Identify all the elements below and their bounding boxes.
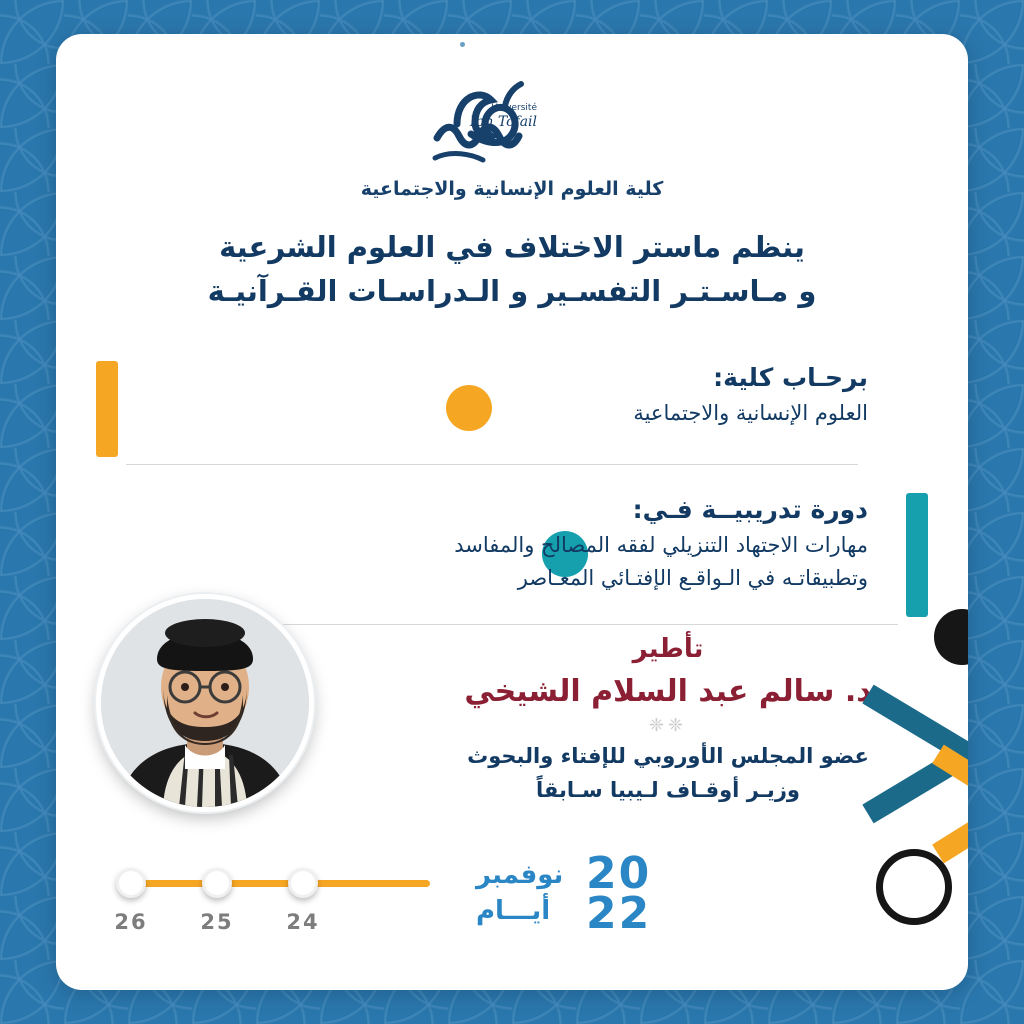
month-column (476, 860, 563, 926)
date-node-26 (116, 868, 146, 898)
teal-bar (906, 493, 928, 617)
day-24: 24 (286, 910, 320, 934)
orange-bar (96, 361, 118, 457)
day-25: 25 (200, 910, 234, 934)
svg-text:Université: Université (491, 103, 537, 113)
svg-text:Ibn Tofail: Ibn Tofail (469, 114, 537, 130)
session-line-1: مهارات الاجتهاد التنزيلي لفقه المصالح والمفاسد (454, 532, 868, 557)
day-26: 26 (114, 910, 148, 934)
speaker-role: تأطير (632, 634, 704, 664)
faculty-name: كلية العلوم الإنسانية والاجتماعية (360, 178, 664, 200)
venue-band (96, 355, 928, 463)
session-line-2: وتطبيقاتـه في الـواقـع الإفتـائي المعـاصر (517, 566, 868, 591)
ornament-divider: ❈❈ (648, 715, 688, 736)
date-node-25 (202, 868, 232, 898)
session-heading: دورة تدريبيــة فـي: (632, 495, 868, 524)
year-label (586, 848, 666, 940)
venue-value: العلوم الإنسانية والاجتماعية (633, 400, 868, 425)
poster-card (56, 34, 968, 990)
date-node-24 (288, 868, 318, 898)
speaker-block (428, 634, 908, 807)
month-label: نوفمبر (476, 860, 564, 890)
date-track (124, 880, 430, 887)
title-line-1: ينظم ماستر الاختلاف في العلوم الشرعية (219, 230, 805, 264)
date-strip (114, 848, 676, 944)
logo-area (56, 34, 968, 200)
venue-divider (126, 464, 858, 465)
chevron-decoration-icon (848, 684, 968, 914)
year-bottom: 22 (586, 888, 652, 940)
days-label: أيـــام (476, 896, 551, 926)
venue-heading: برحـاب كلية: (713, 363, 868, 392)
speaker-affiliation-2: وزيـر أوقـاف لـيبيا سـابقاً (536, 777, 800, 802)
title-line-2: و مـاسـتـر التفسـير و الـدراسـات القـرآنيـة (207, 273, 817, 308)
speaker-affiliation-1: عضو المجلس الأوروبي للإفتاء والبحوث (467, 744, 869, 768)
ibn-tofail-university-logo-icon (417, 62, 607, 172)
speaker-name: د. سالم عبد السلام الشيخي (464, 674, 872, 709)
black-filled-circle-icon (934, 609, 968, 665)
year-top: 20 (586, 848, 652, 899)
event-title (56, 226, 968, 313)
speaker-portrait (96, 594, 314, 812)
cursor-dot (460, 42, 465, 47)
